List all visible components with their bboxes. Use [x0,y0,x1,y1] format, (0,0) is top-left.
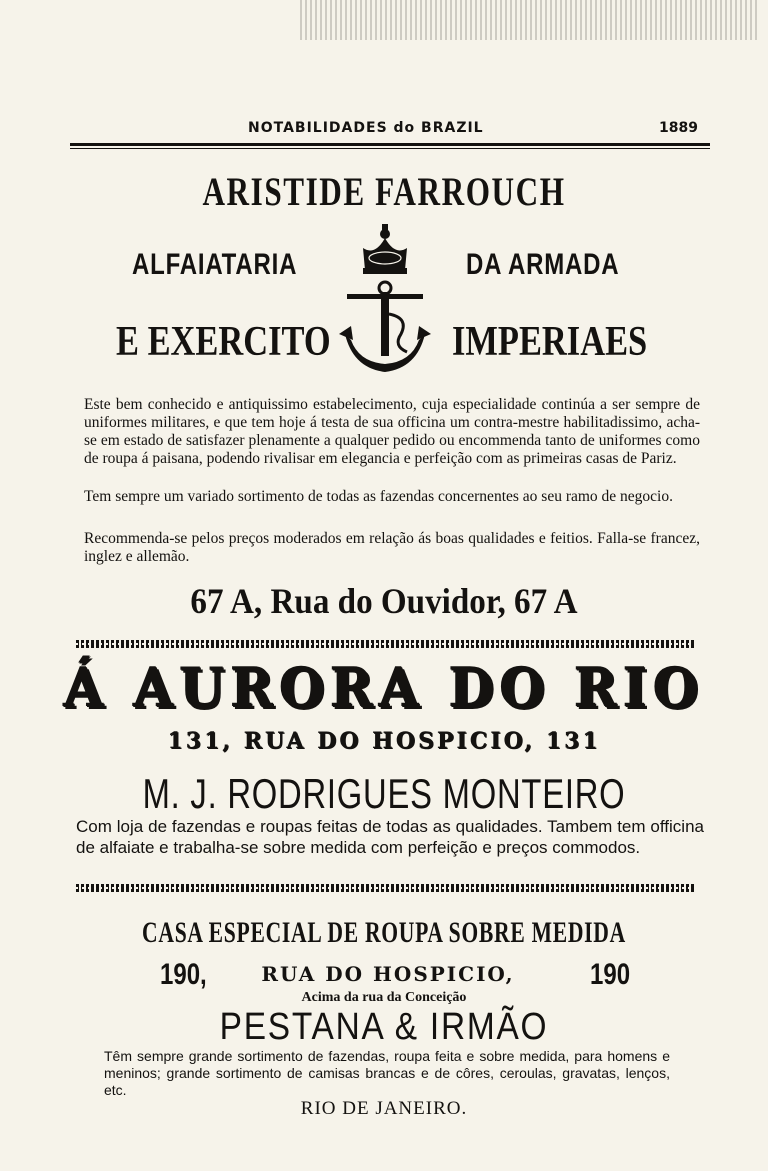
header-rule [70,143,710,146]
ad3-city: RIO DE JANEIRO. [300,1098,468,1119]
ad2-text: Com loja de fazendas e roupas feitas de todas as qualidades. Tambem tem officina de alfaiate e trabalha-se sobre medida com perfeição e preços commodos. [76,817,704,857]
ad1-paragraph-2: Tem sempre um variado sortimento de todas as fazendas concernentes ao seu ramo de negocio. [84,488,673,505]
ad1-name: ARISTIDE FARROUCH [202,169,566,214]
ad3-text: Têm sempre grande sortimento de fazendas, roupa feita e sobre medida, para homens e meninos; grande sortimento de camisas brancas e de côres, ceroulas, gravatas, lenços, etc. [104,1048,670,1098]
ad1-paragraph-3: Recommenda-se pelos preços moderados em relação ás boas qualidades e feitios. Falla-se francez, inglez e allemão. [84,530,700,565]
ad2-owner: M. J. RODRIGUES MONTEIRO [142,770,626,817]
ad1-left-bottom: E EXERCITO [116,319,331,365]
ad1-paragraph-1: Este bem conhecido e antiquissimo estabelecimento, cuja especialidade continúa a ser sempre de uniformes militares, e que tem hoje á testa de sua officina um contra-mestre habilitadissimo, acha-se em estado de satisfazer plenamente a qualquer pedido ou encommenda tanto de uniformes como de roupa á paisana, podendo rivalisar em elegancia e perfeição com as primeiras casas de Pariz. [84,396,700,467]
ad1-address: 67 A, Rua do Ouvidor, 67 A [190,581,578,621]
header-year: 1889 [659,120,698,136]
ad3-number-left: 190, [160,958,207,991]
header-rule-thin [70,148,710,149]
ad1-left-top: ALFAIATARIA [132,248,298,281]
ad3-subtitle: Acima da rua da Conceição [301,990,467,1005]
ad1-right-top: DA ARMADA [466,248,620,281]
ad3-title: CASA ESPECIAL DE ROUPA SOBRE MEDIDA [142,916,626,949]
crown-anchor-icon [335,222,435,382]
ornamental-divider [76,884,694,892]
torn-page-edge [300,0,760,40]
ad2-title: Á AURORA DO RIO [63,656,705,720]
ornamental-divider [76,640,694,648]
page-header [70,118,710,142]
ad3-number-right: 190 [589,958,630,991]
ad1-right-bottom: IMPERIAES [452,319,648,365]
ad3-street: RUA DO HOSPICIO, [261,962,515,986]
ad3-owner: PESTANA & IRMÃO [219,1006,549,1048]
ad2-address: 131, RUA DO HOSPICIO, 131 [167,728,601,754]
ad3-address [160,958,630,994]
header-title: NOTABILIDADES do BRAZIL [248,120,484,136]
